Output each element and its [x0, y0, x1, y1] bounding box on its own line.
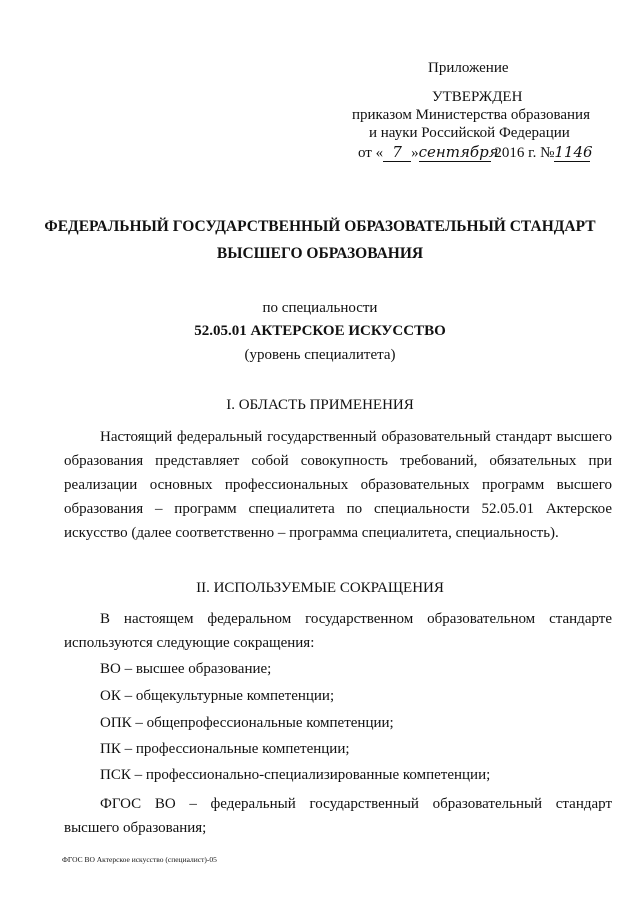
specialty-code: 52.05.01 АКТЕРСКОЕ ИСКУССТВО: [194, 323, 446, 339]
date-mid: »: [411, 145, 419, 161]
order-line-1: приказом Министерства образования: [352, 107, 590, 123]
order-line-2: и науки Российской Федерации: [369, 125, 570, 141]
section1-line: реализации основных профессиональных образовательных программ высшего: [64, 477, 612, 493]
fgos-definition: [64, 792, 612, 840]
section1-line: образования представляет собой совокупность требований, обязательных при: [64, 453, 612, 469]
handwritten-month: сентября: [418, 143, 499, 161]
by-specialty-label: по специальности: [262, 300, 378, 316]
level-label: (уровень специалитета): [244, 347, 396, 363]
fgos-definition-line: ФГОС ВО – федеральный государственный образовательный стандарт: [100, 796, 612, 812]
abbreviation-item: ОПК – общепрофессиональные компетенции;: [100, 715, 394, 731]
section1-paragraph: [64, 425, 612, 545]
abbreviation-item: ПК – профессиональные компетенции;: [100, 741, 350, 757]
section2-intro-line: В настоящем федеральном государственном образовательном стандарте: [100, 611, 612, 627]
handwritten-day: 7: [383, 143, 411, 162]
approved-label: УТВЕРЖДЕН: [432, 89, 523, 105]
handwritten-number: 1146: [554, 143, 593, 161]
order-date-line: [358, 143, 593, 162]
section1-line: Настоящий федеральный государственный образовательный стандарт высшего: [100, 429, 612, 445]
section1-line: образования – программ специалитета по специальности 52.05.01 Актерское: [64, 501, 612, 517]
section2-intro: [64, 607, 612, 655]
title-line-1: ФЕДЕРАЛЬНЫЙ ГОСУДАРСТВЕННЫЙ ОБРАЗОВАТЕЛЬНЫЙ СТАНДАРТ: [44, 218, 596, 235]
fgos-definition-line: высшего образования;: [64, 820, 207, 836]
title-line-2: ВЫСШЕГО ОБРАЗОВАНИЯ: [216, 245, 424, 262]
date-prefix: от «: [358, 145, 384, 161]
section1-line: искусство (далее соответственно – программа специалитета, специальность).: [64, 525, 559, 541]
abbreviation-item: ОК – общекультурные компетенции;: [100, 688, 335, 704]
abbreviation-item: ВО – высшее образование;: [100, 661, 272, 677]
page-footer: ФГОС ВО Актерское искусство (специалист)-05: [62, 855, 217, 864]
abbreviation-item: ПСК – профессионально-специализированные компетенции;: [100, 767, 491, 783]
section2-heading: II. ИСПОЛЬЗУЕМЫЕ СОКРАЩЕНИЯ: [196, 580, 444, 596]
section2-intro-line: используются следующие сокращения:: [64, 635, 315, 651]
section1-heading: I. ОБЛАСТЬ ПРИМЕНЕНИЯ: [226, 397, 414, 413]
appendix-label: Приложение: [428, 60, 509, 76]
date-year: 2016 г. №: [490, 145, 555, 161]
